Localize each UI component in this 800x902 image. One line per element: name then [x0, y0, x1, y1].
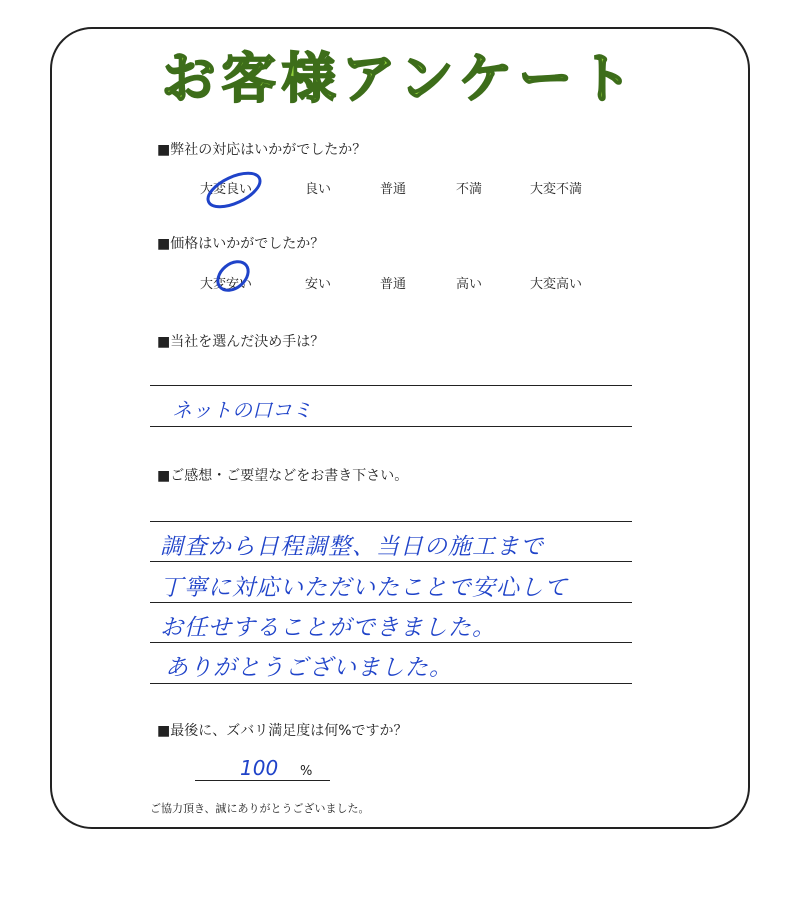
- q2-option-2[interactable]: 安い: [305, 277, 332, 292]
- handwritten-comment-line-4: ありがとうございました。: [165, 655, 453, 681]
- q1-option-4[interactable]: 不満: [456, 182, 483, 197]
- answer-line: [150, 683, 632, 684]
- handwritten-answer-q3: ネットの口コミ: [172, 398, 312, 422]
- q2-option-1[interactable]: 大変安い: [200, 277, 253, 292]
- question-comments: ■ご感想・ご要望などをお書き下さい。: [157, 468, 409, 484]
- answer-line: [150, 602, 632, 603]
- handwritten-comment-line-2: 丁寧に対応いただいたことで安心して: [160, 575, 568, 601]
- satisfaction-line: [195, 780, 330, 781]
- handwritten-comment-line-1: 調査から日程調整、当日の施工まで: [160, 534, 544, 560]
- q1-option-5[interactable]: 大変不満: [530, 182, 583, 197]
- percent-unit: %: [300, 764, 313, 779]
- answer-line: [150, 561, 632, 562]
- question-satisfaction: ■最後に、ズバリ満足度は何%ですか？: [157, 723, 408, 739]
- question-deciding-factor: ■当社を選んだ決め手は？: [157, 334, 325, 350]
- q2-option-3[interactable]: 普通: [380, 277, 407, 292]
- answer-line: [150, 426, 632, 427]
- q1-option-1[interactable]: 大変良い: [200, 182, 253, 197]
- handwritten-comment-line-3: お任せすることができました。: [160, 615, 496, 641]
- selection-circle-q2: [208, 256, 258, 298]
- survey-title: お客様アンケート: [161, 47, 639, 110]
- question-service: ■弊社の対応はいかがでしたか？: [157, 142, 367, 158]
- answer-line: [150, 385, 632, 386]
- q1-option-3[interactable]: 普通: [380, 182, 407, 197]
- answer-line: [150, 521, 632, 522]
- q1-option-2[interactable]: 良い: [305, 182, 332, 197]
- answer-line: [150, 642, 632, 643]
- survey-card: [50, 27, 750, 829]
- selection-circle-q1: [200, 166, 270, 212]
- q2-option-4[interactable]: 高い: [456, 277, 483, 292]
- handwritten-satisfaction: 100: [240, 756, 279, 780]
- footer-thanks: ご協力頂き、誠にありがとうございました。: [150, 802, 370, 815]
- q2-option-5[interactable]: 大変高い: [530, 277, 583, 292]
- question-price: ■価格はいかがでしたか？: [157, 236, 325, 252]
